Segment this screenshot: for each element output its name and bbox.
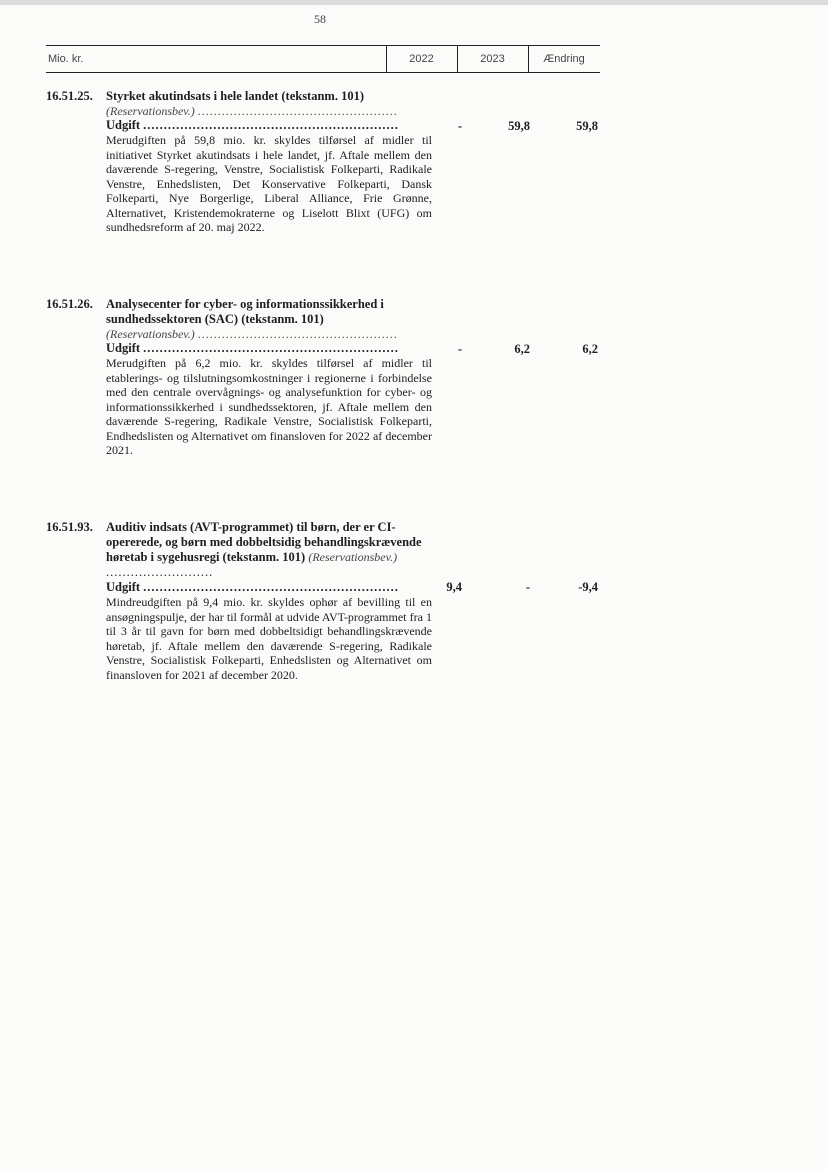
- entry-description: Merudgiften på 59,8 mio. kr. skyldes tilførsel af midler til initiativet Styrket akutindsats i hele landet, jf. Aftale mellem den daværende S-regering, Venstre, Socialistisk Folkeparti, Radikale Venstre, Enhedslisten, Det Konservative Folkeparti, Dansk Folkeparti, Nye Borgerlige, Liberal Alliance, Frie Grønne, Alternativet, Kristendemokraterne og Liselott Blixt (UFG) om sundhedsreform af 20. maj 2022.: [106, 133, 432, 234]
- page-top-edge: [0, 0, 828, 5]
- value-change: 59,8: [576, 119, 598, 133]
- value-2022: -: [457, 119, 462, 133]
- value-2023: 6,2: [514, 342, 530, 356]
- account-number: 16.51.93.: [46, 520, 93, 534]
- entry-body: [106, 297, 432, 458]
- header-change: Ændring: [543, 53, 585, 65]
- expense-text: Udgift: [106, 580, 141, 594]
- value-2023: 59,8: [508, 119, 530, 133]
- expense-label: Udgift ..............................................................: [106, 118, 399, 132]
- expense-label: Udgift ..............................................................: [106, 341, 399, 355]
- entry-body: [106, 89, 432, 235]
- reservation-label: (Reservationsbev.) ..................................................: [106, 327, 398, 341]
- entry-title: Analysecenter for cyber- og informationssikkerhed i sundhedssektoren (SAC) (tekstanm. 101): [106, 297, 384, 326]
- header-top-rule: [46, 45, 600, 46]
- reservation-text: (Reservationsbev.): [308, 550, 398, 564]
- reservation-label: (Reservationsbev.) ..................................................: [106, 104, 398, 118]
- reservation-text: (Reservationsbev.): [106, 104, 195, 118]
- value-2023: -: [525, 580, 530, 594]
- entry-body: [106, 520, 432, 682]
- account-number: 16.51.26.: [46, 297, 93, 311]
- expense-label: Udgift ..............................................................: [106, 580, 399, 594]
- expense-text: Udgift: [106, 341, 141, 355]
- expense-text: Udgift: [106, 118, 141, 132]
- entry-title-text: Auditiv indsats (AVT-programmet) til børn, der er CI-opererede, og børn med dobbeltsidig behandlingskrævende høretab i sygehusregi (tekstanm. 101): [106, 520, 422, 564]
- page-number: 58: [314, 12, 326, 26]
- header-2023: 2023: [480, 53, 505, 65]
- reservation-text: (Reservationsbev.): [106, 327, 195, 341]
- entry-description: Merudgiften på 6,2 mio. kr. skyldes tilførsel af midler til etablerings- og tilslutningsomkostninger i regionerne i forbindelse med den centrale overvågnings- og analysefunktion for cyber- og informationssikkerhed i sundhedssektoren, jf. Aftale mellem den daværende S-regering, Radikale Venstre, Socialistisk Folkeparti, Endhedslisten og Alternativet om finansloven for 2022 af december 2021.: [106, 356, 432, 457]
- entry-description: Mindreudgiften på 9,4 mio. kr. skyldes ophør af bevilling til en ansøgningspulje, der har til formål at udvide AVT-programmet fra 1 til 3 år til gavn for børn med dobbeltsidigt behandlingskrævende høretab, jf. Aftale mellem den daværende S-regering, Radikale Venstre, Socialistisk Folkeparti, Enhedslisten og Alternativet om finansloven for 2021 af december 2020.: [106, 595, 432, 682]
- entry-title: Styrket akutindsats i hele landet (tekstanm. 101): [106, 89, 364, 103]
- value-change: 6,2: [582, 342, 598, 356]
- value-2022: 9,4: [446, 580, 462, 594]
- entry-title: Auditiv indsats (AVT-programmet) til børn, der er CI-opererede, og børn med dobbeltsidig behandlingskrævende høretab i sygehusregi (tekstanm. 101) (Reservationsbev.) ..........................: [106, 520, 422, 579]
- value-change: -9,4: [578, 580, 598, 594]
- header-2022: 2022: [409, 53, 434, 65]
- account-number: 16.51.25.: [46, 89, 93, 103]
- header-unit: Mio. kr.: [48, 53, 84, 65]
- value-2022: -: [457, 342, 462, 356]
- header-bottom-rule: [46, 72, 600, 73]
